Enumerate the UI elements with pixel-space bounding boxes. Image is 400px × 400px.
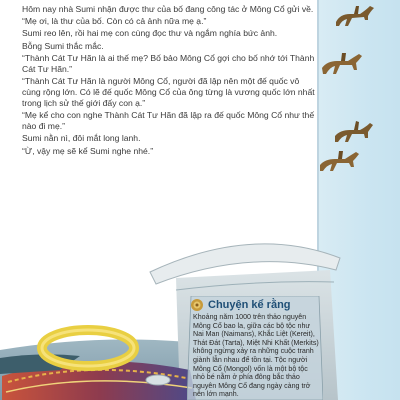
story-paragraph: Bỗng Sumi thắc mắc. <box>22 40 104 51</box>
story-paragraph: Sumi reo lên, rồi hai mẹ con cùng đọc thư và ngắm nghía bức ảnh. <box>22 28 278 39</box>
info-box-header <box>190 296 330 314</box>
story-paragraph: “Mẹ kể cho con nghe Thành Cát Tư Hãn đã lập ra đế quốc Mông Cổ như thế nào đi mẹ.” <box>22 110 315 132</box>
story-paragraph: Hôm nay nhà Sumi nhận được thư của bố đang công tác ở Mông Cổ gửi về. <box>22 4 314 14</box>
story-paragraph: “Ừ, vậy mẹ sẽ kể Sumi nghe nhé.” <box>22 145 154 156</box>
story-paragraph: “Thành Cát Tư Hãn là người Mông Cổ, người đã lập nên một đế quốc vô cùng rộng lớn. Có lẽ đế quốc Mông Cổ của ông từng là vương quốc lớn nhất trong lịch sử thế giới đấy con ạ.” <box>22 75 315 108</box>
story-paragraph: Sumi nằn nì, đôi mắt long lanh. <box>22 133 141 144</box>
info-box-title: Chuyện kể rằng <box>208 299 291 311</box>
horse-rider-figure-icon <box>316 145 364 175</box>
story-text <box>22 4 318 158</box>
horse-rider-figure-icon <box>318 48 366 78</box>
story-paragraph: “Thành Cát Tư Hãn là ai thế mẹ? Bố bảo Mông Cổ gợi cho bố nhớ tới Thành Cát Tư Hãn.” <box>22 52 315 74</box>
horse-rider-figure-icon <box>330 2 378 32</box>
horse-rider-figure-icon <box>329 118 377 148</box>
story-paragraph: “Mẹ ơi, là thư của bố. Còn có cả ảnh nữa mẹ ạ.” <box>22 16 207 27</box>
emblem-icon <box>190 298 204 312</box>
info-box-text: Khoảng năm 1000 trên thảo nguyên Mông Cổ bao la, giữa các bộ tộc như Nai Man (Naimans), Khắc Liệt (Kereit), Thát Đát (Tarta), Miệt Nhi Khất (Merkits) không ngừng xảy ra những cuộc tranh giành lẫn nhau để tồn tại. Tộc người Mông Cổ (Mongol) vốn là một bộ tộc nhỏ bé nằm ở phía đông bắc thảo nguyên Mông Cổ đang ngày càng trở nên lớn mạnh. <box>193 313 319 399</box>
